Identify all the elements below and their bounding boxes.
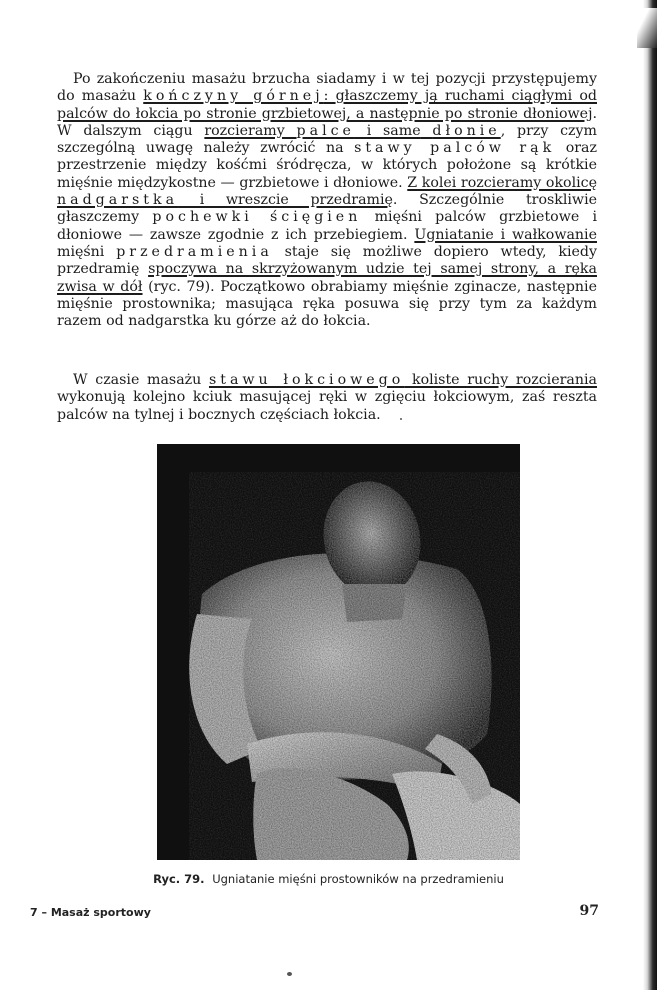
text-segment: rozcieramy [204,122,297,139]
text-segment: . Szczególnie troskliwie głaszczemy [57,192,598,226]
page-number: 97 [579,903,599,919]
figure-caption [0,872,657,886]
text-segment: oraz przestrzenie między kośćmi śródręcza, w których położone są krótkie mięśnie międzykostne — grzbietowe i dłoniowe. [57,140,597,191]
text-segment: : [323,88,336,105]
caption-number: Ryc. 79. [153,872,205,886]
text-segment: staje się możliwe dopiero wtedy, kiedy przedramię [57,243,597,278]
body-paragraph-2 [57,372,597,424]
text-segment: . W dalszym ciągu [57,105,597,139]
text-segment: same [383,122,421,139]
text-segment: mięśni [57,243,117,260]
text-segment: kończyny górnej [143,88,324,105]
text-segment: przedramienia [116,243,273,260]
scan-speck [287,972,292,976]
text-segment: koliste ruchy rozcierania [404,372,597,388]
text-segment: W czasie masażu [73,372,209,388]
scan-speck [400,418,402,420]
text-segment: Z kolei rozcieramy okolicę [407,174,597,191]
text-segment: wykonują kolejno kciuk masującej ręki w zgięciu łokciowym, zaś reszta palców na tylnej i bocznych częściach łokcia. [57,389,597,423]
running-footer: 7 – Masaż sportowy [30,906,151,919]
text-segment: Po zakończeniu masażu brzucha siadamy i w tej pozycji przystępujemy do masażu [57,71,597,105]
text-segment: stawu łokciowego [208,372,405,388]
scan-page-edge [643,0,657,990]
text-segment: głaszczemy ją ruchami ciągłymi od palców do łokcia po stronie grzbietowej, a następnie po stronie dłoniowej [57,88,597,122]
text-segment: nadgarstka [57,192,179,209]
text-segment: i [354,122,384,139]
text-segment: Ugniatanie i wałkowanie [414,226,597,243]
text-segment: (ryc. 79). Początkowo obrabiamy mięśnie zginacze, następnie mięśnie prostownika; masująca ręka posuwa się przy tym za każdym razem od nadgarstka ku górze aż do łokcia. [57,278,597,330]
text-segment [421,123,433,139]
massage-photo-illustration [157,444,520,860]
text-segment: i wreszcie przedramię [178,192,393,209]
body-paragraph-1 [57,71,597,330]
text-segment: dłonie [432,122,501,139]
text-segment: stawy palców rąk [354,140,556,157]
scan-corner-shadow [637,8,657,48]
text-segment: spoczywa na skrzyżowanym udzie tej samej strony, a ręka zwisa w dół [57,261,597,295]
text-segment: mięśni palców grzbietowe i dłoniowe — zawsze zgodnie z ich przebiegiem. [57,209,597,243]
text-segment: , przy czym szczególną uwagę należy zwrócić na [57,122,597,157]
text-segment: palce [296,122,355,139]
caption-text: Ugniatanie mięśni prostowników na przedramieniu [212,872,504,886]
text-segment: pochewki ścięgien [152,209,362,226]
figure-photo-79 [157,444,520,860]
